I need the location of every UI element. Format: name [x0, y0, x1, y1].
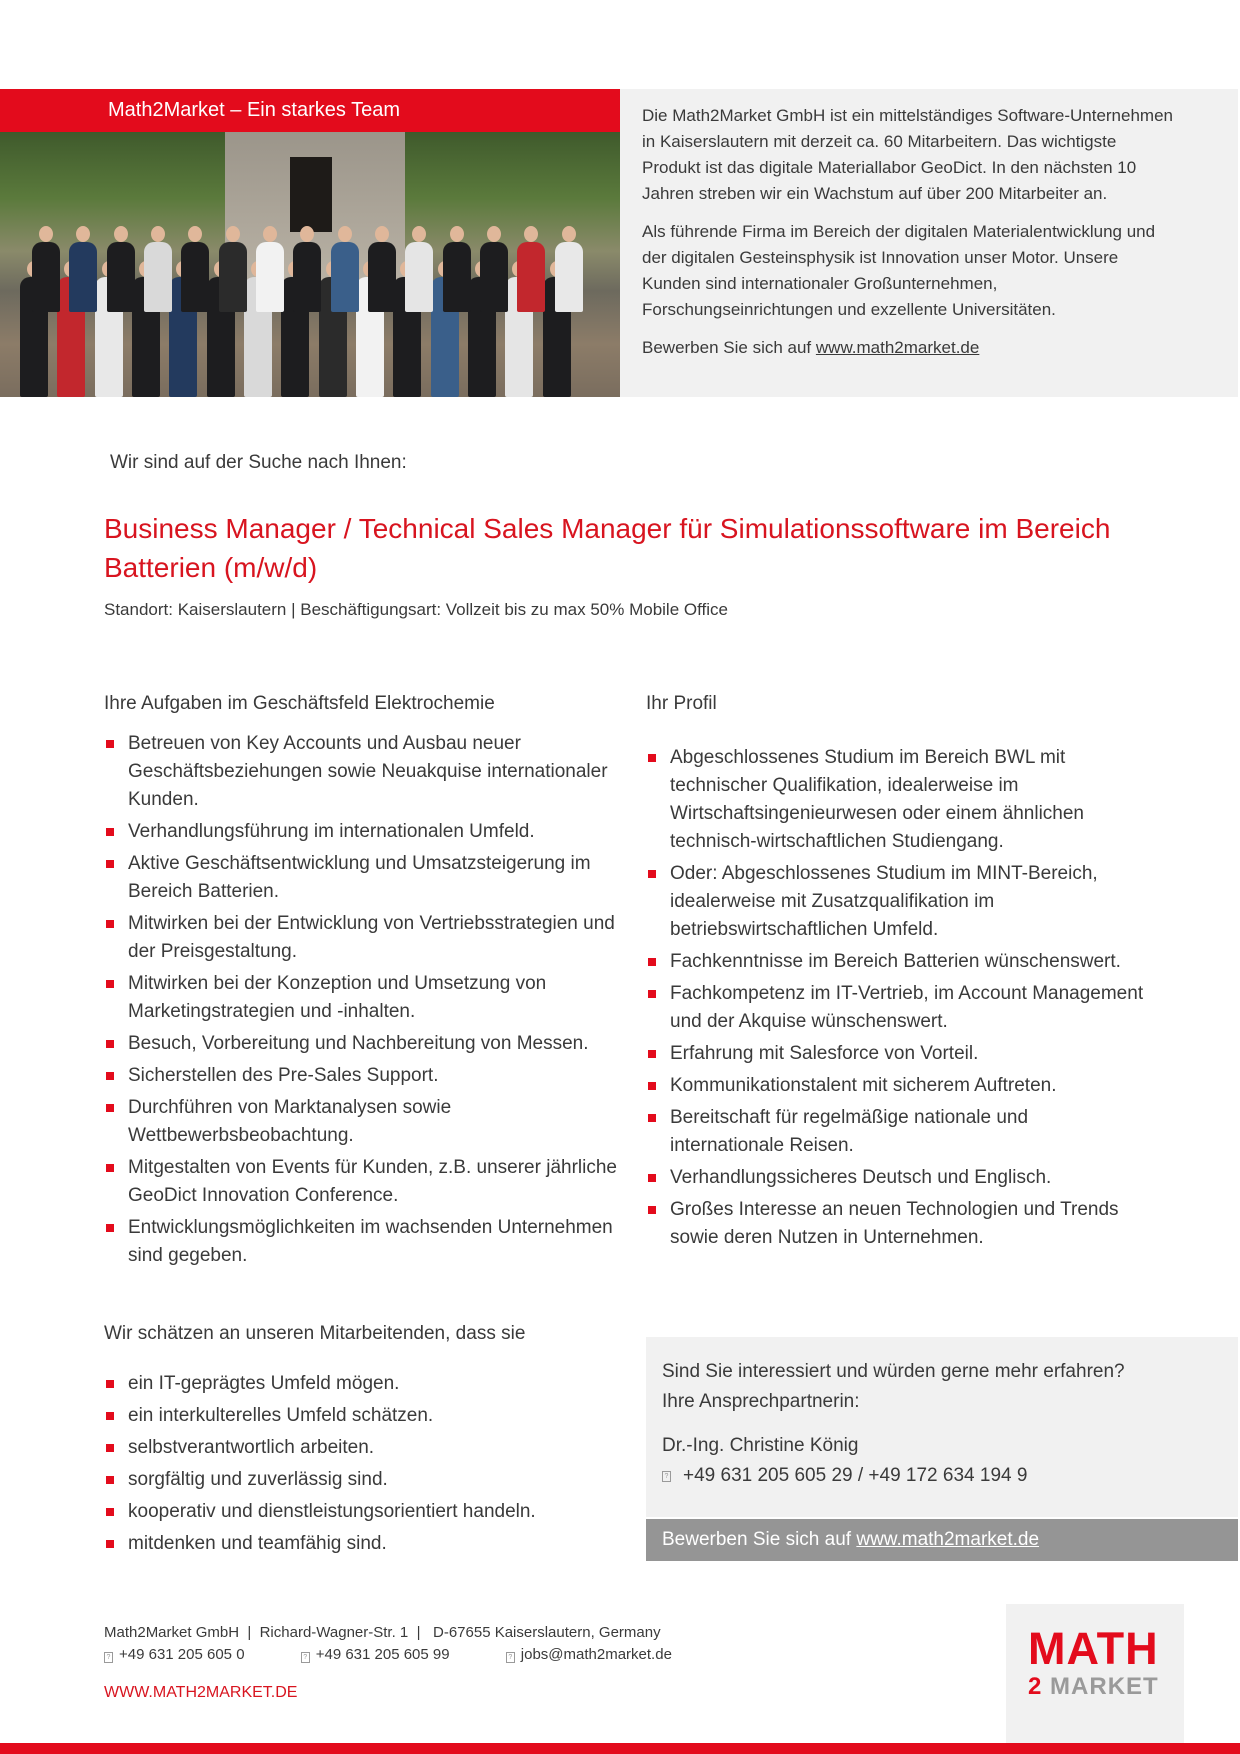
photo-person-head [562, 226, 576, 242]
list-item [104, 1466, 624, 1494]
list-item [104, 1498, 624, 1526]
list-item-text: Kommunikationstalent mit sicherem Auftreten. [670, 1075, 1057, 1096]
bullet-icon [106, 980, 114, 988]
photo-person-head [338, 226, 352, 242]
list-item [104, 1530, 624, 1558]
list-item [646, 1072, 1146, 1100]
list-item [104, 818, 624, 846]
list-item [104, 1030, 624, 1058]
logo-number: 2 [1028, 1673, 1043, 1700]
intro-apply [642, 335, 1178, 361]
job-lead: Wir sind auf der Suche nach Ihnen: [110, 452, 407, 473]
list-item-text: sorgfältig und zuverlässig sind. [128, 1469, 388, 1490]
photo-person [443, 242, 471, 312]
list-item-text: Mitwirken bei der Entwicklung von Vertriebsstrategien und der Preisgestaltung. [128, 913, 615, 962]
list-item [646, 948, 1146, 976]
job-meta: Standort: Kaiserslautern | Beschäftigungsart: Vollzeit bis zu max 50% Mobile Office [104, 600, 728, 619]
values-section [104, 1320, 624, 1562]
photo-person-head [114, 226, 128, 242]
footer-contacts [104, 1644, 724, 1666]
photo-person [293, 242, 321, 312]
photo-person-head [226, 226, 240, 242]
list-item-text: mitdenken und teamfähig sind. [128, 1533, 387, 1554]
photo-person-head [39, 226, 53, 242]
contact-box [646, 1337, 1238, 1517]
list-item [104, 1154, 624, 1210]
bullet-icon [106, 1164, 114, 1172]
bullet-icon [648, 1174, 656, 1182]
apply-bar-label: Bewerben Sie sich auf [662, 1529, 857, 1550]
list-item-text: Entwicklungsmöglichkeiten im wachsenden Unternehmen sind gegeben. [128, 1217, 613, 1266]
list-item-text: Fachkenntnisse im Bereich Batterien wünschenswert. [670, 951, 1121, 972]
photo-person [517, 242, 545, 312]
photo-person [368, 242, 396, 312]
fax-icon: ? [301, 1652, 310, 1663]
profile-section [646, 690, 1146, 1256]
bullet-icon [106, 1540, 114, 1548]
bullet-icon [648, 990, 656, 998]
tasks-list [104, 730, 624, 1270]
bullet-icon [106, 860, 114, 868]
list-item [104, 1094, 624, 1150]
list-item [646, 980, 1146, 1036]
bullet-icon [648, 958, 656, 966]
contact-label: Ihre Ansprechpartnerin: [662, 1391, 860, 1412]
footer [104, 1622, 724, 1704]
bullet-icon [106, 1476, 114, 1484]
photo-person [555, 242, 583, 312]
photo-person [219, 242, 247, 312]
bullet-icon [106, 1072, 114, 1080]
job-title: Business Manager / Technical Sales Manager für Simulationssoftware im Bereich Batterien (m/w/d) [104, 513, 1111, 583]
list-item-text: Sicherstellen des Pre-Sales Support. [128, 1065, 439, 1086]
list-item [104, 1434, 624, 1462]
list-item-text: kooperativ und dienstleistungsorientiert handeln. [128, 1501, 536, 1522]
intro-paragraph: Als führende Firma im Bereich der digitalen Materialentwicklung und der digitalen Gesteinsphysik ist Innovation unser Motor. Unsere Kunden sind internationaler Großunternehmen, Forschungseinrichtungen und exzellente Universitäten. [642, 222, 1156, 319]
photo-person [181, 242, 209, 312]
list-item [104, 730, 624, 814]
intro-apply-link[interactable]: www.math2market.de [815, 338, 980, 357]
apply-bar-link[interactable]: www.math2market.de [856, 1529, 1040, 1550]
bullet-icon [106, 1508, 114, 1516]
profile-heading: Ihr Profil [646, 693, 717, 714]
bullet-icon [106, 1380, 114, 1388]
photo-person [107, 242, 135, 312]
list-item [646, 1196, 1146, 1252]
bullet-icon [106, 1412, 114, 1420]
company-intro [620, 89, 1238, 397]
list-item [104, 850, 624, 906]
contact-phone[interactable]: +49 631 205 605 29 / +49 172 634 194 9 [683, 1465, 1028, 1486]
list-item-text: Abgeschlossenes Studium im Bereich BWL mit technischer Qualifikation, idealerweise im Wirtschaftsingenieurwesen oder einem ähnlichen technisch-wirtschaftlichen Studiengang. [670, 747, 1085, 852]
list-item-text: Mitwirken bei der Konzeption und Umsetzung von Marketingstrategien und -inhalten. [128, 973, 547, 1022]
photo-crowd [20, 222, 600, 397]
bullet-icon [648, 1206, 656, 1214]
photo-person-head [76, 226, 90, 242]
list-item [646, 1104, 1146, 1160]
company-logo [1006, 1604, 1184, 1754]
list-item [646, 744, 1146, 856]
list-item [646, 860, 1146, 944]
team-photo [0, 132, 620, 397]
tasks-section [104, 690, 624, 1274]
list-item-text: Betreuen von Key Accounts und Ausbau neuer Geschäftsbeziehungen sowie Neuakquise internationaler Kunden. [128, 733, 608, 810]
email-icon: ? [506, 1652, 515, 1663]
contact-question: Sind Sie interessiert und würden gerne mehr erfahren? [662, 1361, 1125, 1382]
photo-person-head [151, 226, 165, 242]
intro-apply-label: Bewerben Sie sich auf [642, 338, 816, 357]
list-item-text: Besuch, Vorbereitung und Nachbereitung von Messen. [128, 1033, 589, 1054]
contact-phone-row [662, 1461, 1222, 1491]
phone-icon: ? [662, 1471, 671, 1482]
bullet-icon [106, 1040, 114, 1048]
photo-person-head [412, 226, 426, 242]
team-banner [0, 89, 620, 132]
photo-person-head [375, 226, 389, 242]
list-item-text: Verhandlungssicheres Deutsch und Englisch. [670, 1167, 1052, 1188]
list-item [104, 1402, 624, 1430]
photo-person [144, 242, 172, 312]
tasks-heading: Ihre Aufgaben im Geschäftsfeld Elektrochemie [104, 693, 495, 714]
list-item [646, 1164, 1146, 1192]
bottom-bar [0, 1743, 1240, 1754]
list-item-text: Bereitschaft für regelmäßige nationale und internationale Reisen. [670, 1107, 1029, 1156]
list-item-text: Erfahrung mit Salesforce von Vorteil. [670, 1043, 979, 1064]
list-item-text: Aktive Geschäftsentwicklung und Umsatzsteigerung im Bereich Batterien. [128, 853, 591, 902]
profile-list [646, 744, 1146, 1252]
footer-website[interactable]: WWW.MATH2MARKET.DE [104, 1684, 298, 1701]
photo-person [32, 242, 60, 312]
list-item [104, 1062, 624, 1090]
photo-person [405, 242, 433, 312]
bullet-icon [648, 870, 656, 878]
phone-icon: ? [104, 1652, 113, 1663]
bullet-icon [106, 1444, 114, 1452]
list-item [104, 1370, 624, 1398]
photo-person [480, 242, 508, 312]
photo-person-head [300, 226, 314, 242]
list-item-text: Fachkompetenz im IT-Vertrieb, im Account Management und der Akquise wünschenswert. [670, 983, 1144, 1032]
banner-title: Math2Market – Ein starkes Team [108, 99, 400, 121]
list-item [104, 970, 624, 1026]
bullet-icon [106, 1224, 114, 1232]
values-list [104, 1370, 624, 1558]
photo-person [331, 242, 359, 312]
footer-fax: +49 631 205 605 99 [315, 1646, 450, 1663]
bullet-icon [648, 1082, 656, 1090]
photo-person-head [450, 226, 464, 242]
footer-address: Math2Market GmbH | Richard-Wagner-Str. 1 | D-67655 Kaiserslautern, Germany [104, 1624, 661, 1641]
photo-door [290, 157, 332, 232]
photo-person [69, 242, 97, 312]
list-item [104, 1214, 624, 1270]
list-item-text: selbstverantwortlich arbeiten. [128, 1437, 375, 1458]
list-item-text: Großes Interesse an neuen Technologien und Trends sowie deren Nutzen in Unternehmen. [670, 1199, 1119, 1248]
photo-person-head [188, 226, 202, 242]
logo-word: MARKET [1050, 1673, 1159, 1700]
logo-market [1028, 1674, 1159, 1700]
bullet-icon [648, 754, 656, 762]
contact-name: Dr.-Ing. Christine König [662, 1435, 859, 1456]
list-item [646, 1040, 1146, 1068]
list-item [104, 910, 624, 966]
logo-math: MATH [1028, 1623, 1159, 1674]
photo-person [256, 242, 284, 312]
list-item-text: Verhandlungsführung im internationalen Umfeld. [128, 821, 535, 842]
photo-person-head [487, 226, 501, 242]
footer-email[interactable]: jobs@math2market.de [520, 1646, 672, 1663]
list-item-text: Oder: Abgeschlossenes Studium im MINT-Bereich, idealerweise mit Zusatzqualifikation im betriebswirtschaftlichen Umfeld. [670, 863, 1098, 940]
bullet-icon [106, 740, 114, 748]
list-item-text: Mitgestalten von Events für Kunden, z.B. unserer jährliche GeoDict Innovation Conference. [128, 1157, 617, 1206]
list-item-text: Durchführen von Marktanalysen sowie Wettbewerbsbeobachtung. [128, 1097, 452, 1146]
bullet-icon [106, 828, 114, 836]
list-item-text: ein interkulterelles Umfeld schätzen. [128, 1405, 434, 1426]
values-heading: Wir schätzen an unseren Mitarbeitenden, dass sie [104, 1323, 526, 1344]
footer-phone[interactable]: +49 631 205 605 0 [119, 1646, 245, 1663]
intro-paragraph: Die Math2Market GmbH ist ein mittelständiges Software-Unternehmen in Kaiserslautern mit derzeit ca. 60 Mitarbeitern. Das wichtigste Produkt ist das digitale Materiallabor GeoDict. In den nächsten 10 Jahren streben wir ein Wachstum auf über 200 Mitarbeiter an. [642, 106, 1173, 203]
photo-person-head [263, 226, 277, 242]
apply-bar [646, 1519, 1238, 1561]
bullet-icon [106, 1104, 114, 1112]
bullet-icon [648, 1050, 656, 1058]
photo-person-head [524, 226, 538, 242]
bullet-icon [648, 1114, 656, 1122]
bullet-icon [106, 920, 114, 928]
list-item-text: ein IT-geprägtes Umfeld mögen. [128, 1373, 400, 1394]
